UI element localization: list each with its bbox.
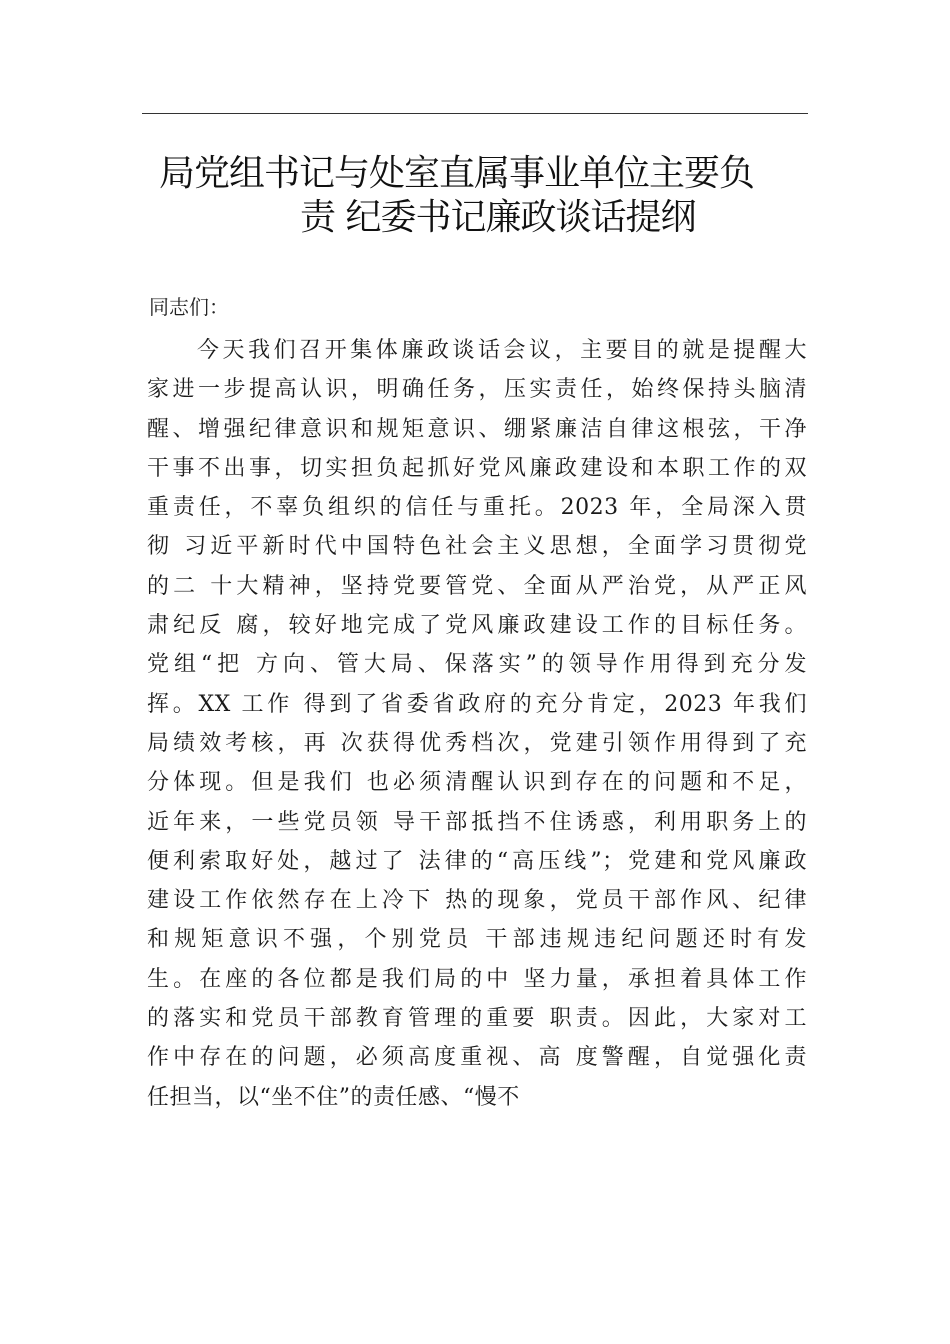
body-line-10: 挥。XX 工作 得到了省委省政府的充分肯定，2023 年我们 <box>147 691 807 717</box>
body-line-14: 便利索取好处，越过了 法律的“高压线”；党建和党风廉政 <box>147 848 807 874</box>
title-line-1: 局党组书记与处室直属事业单位主要负 <box>159 153 755 194</box>
body-line-5: 重责任，不辜负组织的信任与重托。2023 年，全局深入贯 <box>147 495 807 521</box>
body-line-15: 建设工作依然存在上冷下 热的现象，党员干部作风、纪律 <box>147 888 807 914</box>
body-line-18: 的落实和党员干部教育管理的重要 职责。因此，大家对工 <box>147 1006 807 1032</box>
body-line-20: 任担当，以“坐不住”的责任感、“慢不 <box>147 1084 520 1110</box>
document-title <box>142 152 808 240</box>
body-line-7: 的二 十大精神，坚持党要管党、全面从严治党，从严正风 <box>147 573 807 599</box>
body-line-19: 作中存在的问题，必须高度重视、高 度警醒，自觉强化责 <box>147 1045 807 1071</box>
body-line-2: 家进一步提高认识，明确任务，压实责任，始终保持头脑清 <box>147 377 807 403</box>
salutation: 同志们： <box>149 295 229 319</box>
body-line-16: 和规矩意识不强，个别党员 干部违规违纪问题还时有发 <box>147 927 807 953</box>
body-line-6: 彻 习近平新时代中国特色社会主义思想，全面学习贯彻党 <box>147 534 807 560</box>
body-line-11: 局绩效考核，再 次获得优秀档次，党建引领作用得到了充 <box>147 730 807 756</box>
body-line-13: 近年来，一些党员领 导干部抵挡不住诱惑，利用职务上的 <box>147 809 807 835</box>
body-line-17: 生。在座的各位都是我们局的中 坚力量，承担着具体工作 <box>147 966 807 992</box>
body-line-9: 党组“把 方向、管大局、保落实”的领导作用得到充分发 <box>147 652 807 678</box>
body-paragraph <box>147 331 807 1117</box>
title-line-2: 责 纪委书记廉政谈话提纲 <box>300 197 696 238</box>
body-line-12: 分体现。但是我们 也必须清醒认识到存在的问题和不足， <box>147 770 807 796</box>
body-line-4: 干事不出事，切实担负起抓好党风廉政建设和本职工作的双 <box>147 455 807 481</box>
body-line-1: 今天我们召开集体廉政谈话会议，主要目的就是提醒大 <box>197 338 807 363</box>
body-line-8: 肃纪反 腐，较好地完成了党风廉政建设工作的目标任务。 <box>147 613 807 639</box>
top-divider-line <box>142 113 808 114</box>
body-line-3: 醒、增强纪律意识和规矩意识、绷紧廉洁自律这根弦，干净 <box>147 416 807 442</box>
